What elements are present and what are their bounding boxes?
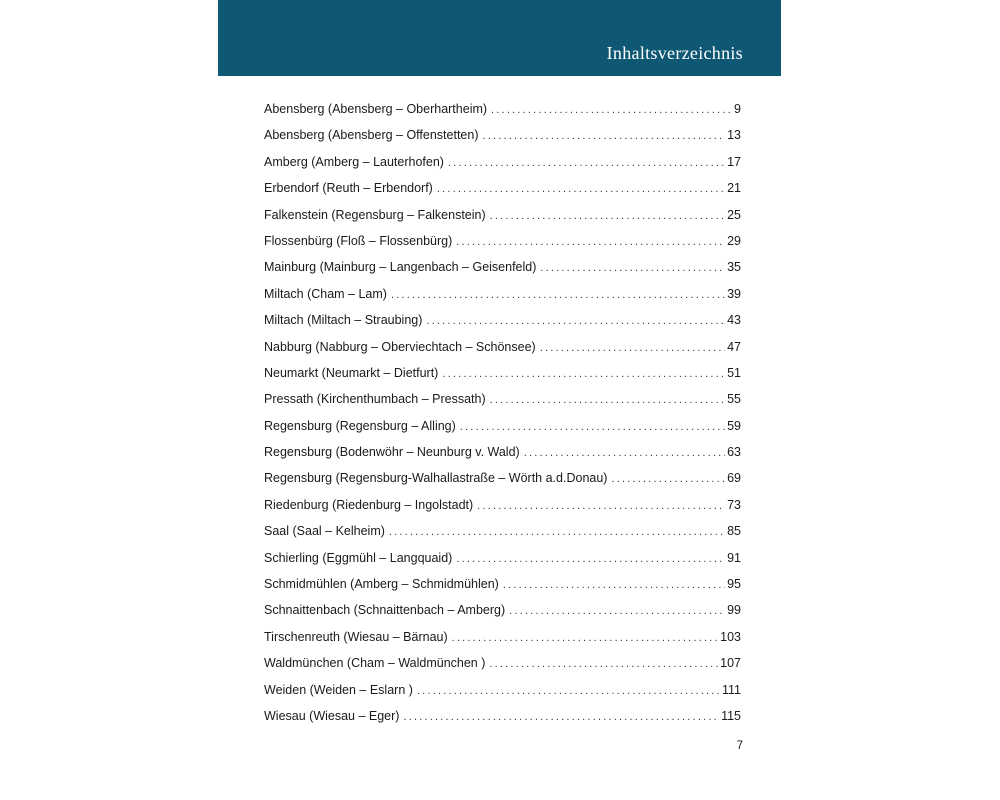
toc-entry[interactable] (264, 518, 741, 544)
toc-dot-leader (524, 440, 725, 466)
toc-entry[interactable] (264, 228, 741, 254)
toc-entry-title: Riedenburg (Riedenburg – Ingolstadt) (264, 497, 474, 512)
toc-entry-page: 103 (720, 629, 741, 644)
toc-entry-title: Abensberg (Abensberg – Oberhartheim) (264, 102, 488, 116)
toc-entry-title: Miltach (Cham – Lam) (264, 286, 387, 301)
toc-entry-page: 39 (727, 286, 741, 301)
toc-dot-leader (417, 678, 720, 704)
toc-entry[interactable] (264, 703, 741, 729)
toc-entry[interactable] (264, 413, 741, 439)
toc-entry-page: 43 (727, 313, 741, 328)
toc-dot-leader (460, 414, 725, 440)
toc-dot-leader (509, 598, 725, 624)
toc-entry-page: 21 (727, 181, 741, 196)
toc-entry-title: Pressath (Kirchenthumbach – Pressath) (264, 392, 486, 407)
toc-entry-title: Schierling (Eggmühl – Langquaid) (264, 550, 453, 565)
toc-entry-title: Wiesau (Wiesau – Eger) (264, 708, 400, 723)
toc-entry-page: 29 (727, 233, 741, 248)
toc-entry[interactable] (264, 597, 741, 623)
toc-entry-title: Miltach (Miltach – Straubing) (264, 313, 423, 328)
toc-entry-title: Falkenstein (Regensburg – Falkenstein) (264, 207, 486, 222)
toc-entry-title: Weiden (Weiden – Eslarn ) (264, 682, 413, 697)
toc-entry-page: 99 (727, 603, 741, 618)
toc-dot-leader (477, 493, 725, 519)
toc-entry-page: 91 (727, 550, 741, 565)
toc-entry[interactable] (264, 386, 741, 412)
toc-entry[interactable] (264, 571, 741, 597)
document-page (218, 0, 781, 800)
toc-entry-page: 55 (727, 392, 741, 407)
toc-entry[interactable] (264, 334, 741, 360)
toc-entry[interactable] (264, 650, 741, 676)
toc-entry-title: Regensburg (Bodenwöhr – Neunburg v. Wald) (264, 445, 520, 460)
page-number: 7 (736, 740, 743, 752)
toc-entry-title: Schnaittenbach (Schnaittenbach – Amberg) (264, 603, 506, 618)
toc-entry[interactable] (264, 439, 741, 465)
toc-dot-leader (611, 466, 725, 492)
toc-entry[interactable] (264, 281, 741, 307)
table-of-contents (264, 96, 741, 729)
toc-entry[interactable] (264, 307, 741, 333)
toc-entry-page: 9 (734, 102, 741, 116)
toc-entry-page: 25 (727, 207, 741, 222)
toc-entry[interactable] (264, 465, 741, 491)
toc-entry-page: 115 (721, 708, 741, 723)
toc-entry[interactable] (264, 175, 741, 201)
toc-entry-title: Regensburg (Regensburg-Walhallastraße – Wörth a.d.Donau) (264, 471, 608, 486)
toc-dot-leader (540, 335, 725, 361)
toc-dot-leader (442, 361, 725, 387)
toc-dot-leader (456, 546, 725, 572)
toc-entry[interactable] (264, 360, 741, 386)
toc-entry[interactable] (264, 545, 741, 571)
toc-entry-title: Tirschenreuth (Wiesau – Bärnau) (264, 629, 448, 644)
toc-dot-leader (503, 572, 725, 598)
toc-entry-title: Flossenbürg (Floß – Flossenbürg) (264, 233, 453, 248)
toc-entry-page: 13 (727, 128, 741, 143)
toc-entry-title: Amberg (Amberg – Lauterhofen) (264, 154, 444, 169)
toc-dot-leader (448, 150, 725, 176)
toc-dot-leader (490, 203, 725, 229)
toc-dot-leader (437, 176, 725, 202)
toc-dot-leader (391, 282, 725, 308)
toc-entry-title: Regensburg (Regensburg – Alling) (264, 418, 456, 433)
toc-entry[interactable] (264, 492, 741, 518)
toc-entry[interactable] (264, 96, 741, 122)
page-title: Inhaltsverzeichnis (606, 43, 743, 63)
toc-entry-title: Mainburg (Mainburg – Langenbach – Geisenfeld) (264, 260, 537, 275)
toc-entry-page: 17 (727, 154, 741, 169)
toc-entry[interactable] (264, 202, 741, 228)
toc-dot-leader (491, 97, 731, 123)
toc-dot-leader (540, 255, 725, 281)
toc-entry-title: Waldmünchen (Cham – Waldmünchen ) (264, 656, 486, 671)
toc-entry-title: Neumarkt (Neumarkt – Dietfurt) (264, 365, 439, 380)
toc-entry-page: 107 (720, 656, 741, 671)
toc-entry-page: 69 (727, 471, 741, 486)
toc-entry-title: Nabburg (Nabburg – Oberviechtach – Schönsee) (264, 339, 536, 354)
toc-entry[interactable] (264, 624, 741, 650)
toc-dot-leader (483, 123, 726, 149)
toc-entry[interactable] (264, 122, 741, 148)
toc-entry[interactable] (264, 677, 741, 703)
toc-entry-title: Erbendorf (Reuth – Erbendorf) (264, 181, 433, 196)
toc-dot-leader (456, 229, 725, 255)
toc-dot-leader (389, 519, 725, 545)
toc-entry-page: 59 (727, 418, 741, 433)
toc-entry-page: 95 (727, 577, 741, 592)
toc-dot-leader (403, 704, 719, 730)
toc-entry-page: 85 (727, 524, 741, 539)
toc-entry-page: 51 (727, 365, 741, 380)
toc-entry[interactable] (264, 254, 741, 280)
toc-dot-leader (452, 625, 718, 651)
toc-dot-leader (489, 651, 718, 677)
toc-entry[interactable] (264, 149, 741, 175)
toc-entry-page: 47 (727, 339, 741, 354)
toc-entry-title: Schmidmühlen (Amberg – Schmidmühlen) (264, 577, 499, 592)
toc-entry-title: Saal (Saal – Kelheim) (264, 524, 385, 539)
toc-entry-page: 63 (727, 445, 741, 460)
toc-dot-leader (490, 387, 725, 413)
toc-entry-page: 73 (727, 497, 741, 512)
toc-dot-leader (426, 308, 725, 334)
toc-entry-page: 35 (727, 260, 741, 275)
toc-entry-page: 111 (721, 682, 741, 697)
toc-entry-title: Abensberg (Abensberg – Offenstetten) (264, 128, 479, 143)
header-band (218, 0, 781, 76)
